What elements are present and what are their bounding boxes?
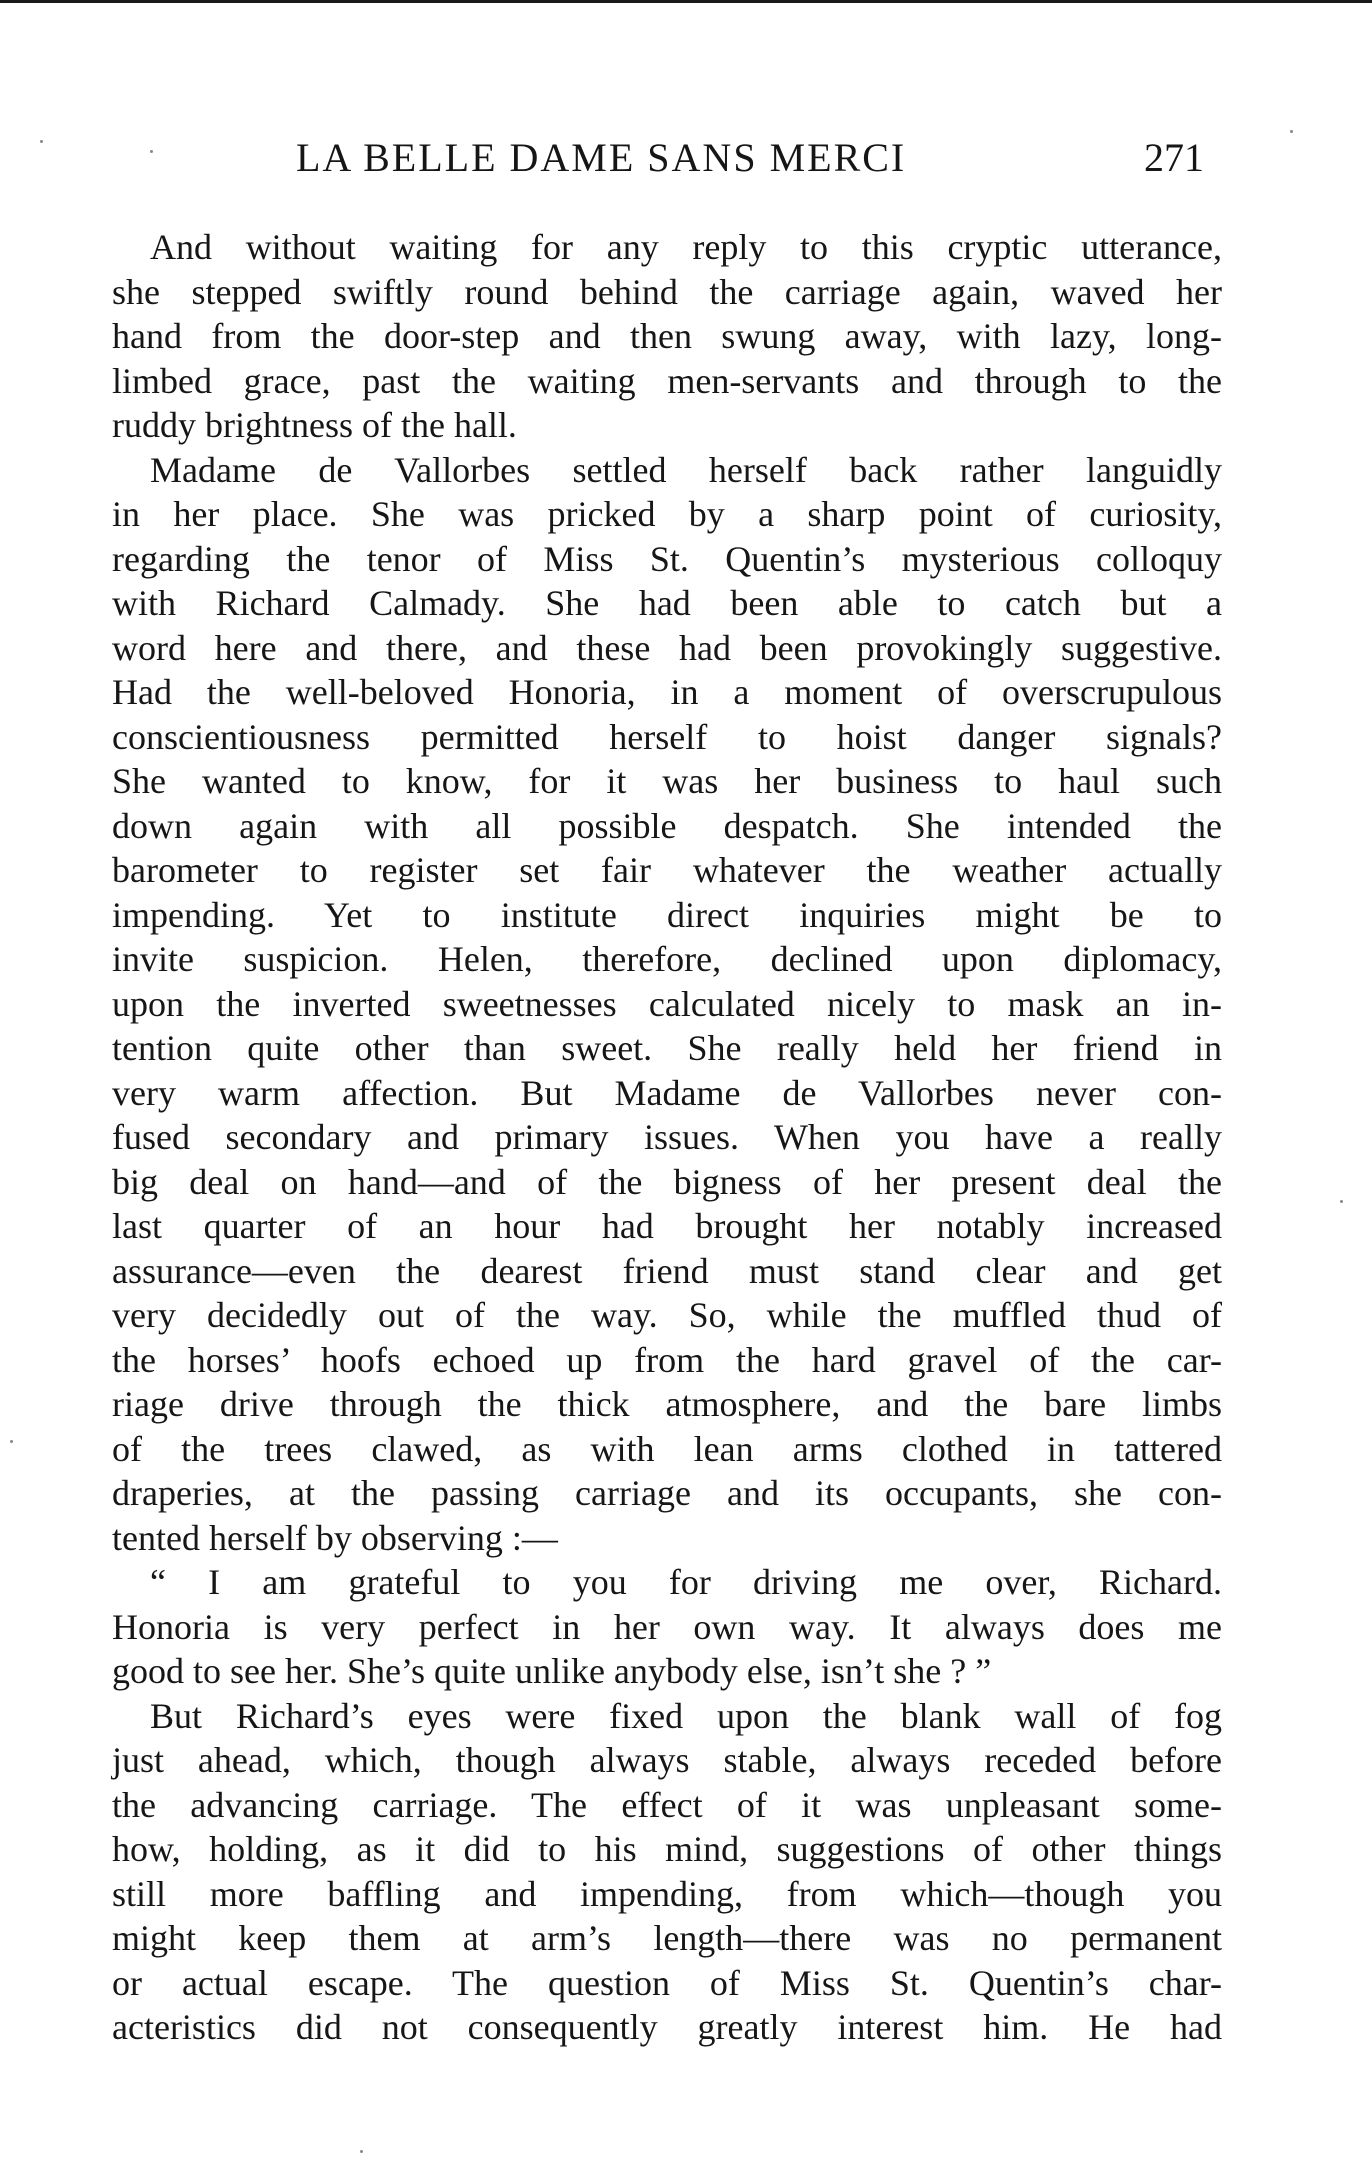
text-line: good to see her. She’s quite unlike anybody else, isn’t she ? ” [112, 1651, 992, 1691]
paper-speck [1340, 1200, 1343, 1203]
text-line: riage drive through the thick atmosphere, and the bare limbs [112, 1384, 1222, 1424]
text-line: very decidedly out of the way. So, while the muffled thud of [112, 1295, 1222, 1335]
text-line: down again with all possible despatch. She intended the [112, 805, 1222, 846]
text-line: assurance—even the dearest friend must stand clear and get [112, 1250, 1222, 1291]
text-line: or actual escape. The question of Miss St. Quentin’s char- [112, 1962, 1222, 2003]
text-line: Madame de Vallorbes settled herself back rather languidly [150, 449, 1222, 490]
text-line: “ I am grateful to you for driving me over, Richard. [150, 1562, 1222, 1602]
body-text [112, 225, 1222, 2050]
text-line: draperies, at the passing carriage and its occupants, she con- [112, 1473, 1222, 1513]
text-line: still more baffling and impending, from which—though you [112, 1873, 1222, 1914]
text-line: fused secondary and primary issues. When you have a really [112, 1117, 1222, 1157]
text-line: she stepped swiftly round behind the carriage again, waved her [112, 271, 1222, 312]
text-line: Had the well-beloved Honoria, in a moment of overscrupulous [112, 672, 1222, 712]
text-line: regarding the tenor of Miss St. Quentin’s mysterious colloquy [112, 538, 1222, 579]
text-line: of the trees clawed, as with lean arms clothed in tattered [112, 1428, 1222, 1469]
text-line: tented herself by observing :— [112, 1517, 558, 1558]
paper-speck [1290, 130, 1293, 133]
page-number: 271 [1144, 135, 1204, 180]
text-line: the advancing carriage. The effect of it was unpleasant some- [112, 1784, 1222, 1825]
text-line: barometer to register set fair whatever the weather actually [112, 850, 1222, 890]
text-line: word here and there, and these had been provokingly suggestive. [112, 627, 1222, 668]
text-line: big deal on hand—and of the bigness of her present deal the [112, 1161, 1222, 1202]
text-line: impending. Yet to institute direct inquiries might be to [112, 894, 1222, 935]
running-title: LA BELLE DAME SANS MERCI [296, 135, 907, 180]
text-line: But Richard’s eyes were fixed upon the blank wall of fog [150, 1695, 1222, 1736]
text-line: She wanted to know, for it was her business to haul such [112, 761, 1222, 801]
running-header [112, 134, 1222, 190]
text-line: limbed grace, past the waiting men-servants and through to the [112, 360, 1222, 401]
paper-speck [360, 2150, 363, 2153]
text-line: hand from the door-step and then swung away, with lazy, long- [112, 316, 1222, 356]
text-line: ruddy brightness of the hall. [112, 405, 517, 445]
text-line: tention quite other than sweet. She really held her friend in [112, 1028, 1222, 1068]
text-line: just ahead, which, though always stable, always receded before [112, 1740, 1222, 1780]
text-line: acteristics did not consequently greatly interest him. He had [112, 2007, 1222, 2047]
text-line: Honoria is very perfect in her own way. It always does me [112, 1606, 1222, 1647]
text-line: And without waiting for any reply to this cryptic utterance, [150, 227, 1222, 267]
text-line: how, holding, as it did to his mind, suggestions of other things [112, 1829, 1222, 1869]
text-line: the horses’ hoofs echoed up from the hard gravel of the car- [112, 1339, 1222, 1380]
text-line: in her place. She was pricked by a sharp point of curiosity, [112, 494, 1222, 534]
paper-speck [150, 150, 153, 153]
text-line: last quarter of an hour had brought her notably increased [112, 1206, 1222, 1246]
paper-speck [10, 1440, 13, 1443]
text-line: might keep them at arm’s length—there was no permanent [112, 1918, 1222, 1958]
text-line: invite suspicion. Helen, therefore, declined upon diplomacy, [112, 939, 1222, 979]
paper-speck [40, 140, 43, 143]
text-line: very warm affection. But Madame de Vallorbes never con- [112, 1072, 1222, 1113]
page-top-edge [0, 0, 1372, 3]
text-line: conscientiousness permitted herself to hoist danger signals? [112, 716, 1222, 757]
text-line: with Richard Calmady. She had been able to catch but a [112, 583, 1222, 623]
text-line: upon the inverted sweetnesses calculated nicely to mask an in- [112, 983, 1222, 1024]
